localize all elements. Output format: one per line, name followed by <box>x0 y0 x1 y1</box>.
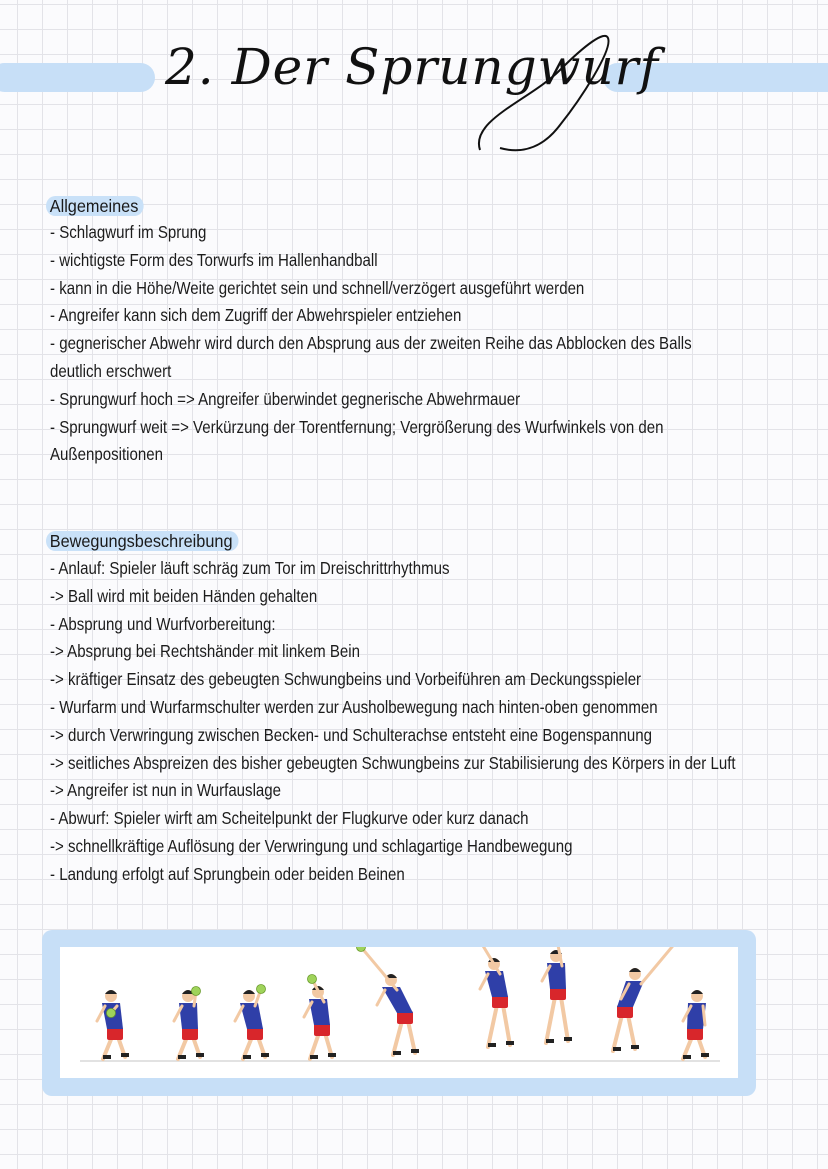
player-shoe <box>613 1047 621 1051</box>
title-highlight-left <box>0 63 155 92</box>
list-item: - wichtigste Form des Torwurfs im Hallenhandball <box>50 249 378 270</box>
player-shoe <box>243 1055 251 1059</box>
list-item: - gegnerischer Abwehr wird durch den Absprung aus der zweiten Reihe das Abblocken des Balls <box>50 333 692 354</box>
player-arm <box>361 947 397 990</box>
allgemeines-list <box>50 219 828 469</box>
player-arm <box>480 974 488 989</box>
player-phase-run-2 <box>174 987 204 1060</box>
list-item: - Absprung und Wurfvorbereitung: <box>50 613 276 634</box>
player-phase-jump-prep <box>357 947 420 1055</box>
handball <box>257 985 266 994</box>
list-item: - Abwurf: Spieler wirft am Scheitelpunkt der Flugkurve oder kurz danach <box>50 808 529 829</box>
player-leg <box>546 997 555 1043</box>
player-shoe <box>546 1039 554 1043</box>
player-phase-landing <box>683 990 709 1059</box>
list-item: Außenpositionen <box>50 444 163 465</box>
player-shoe <box>261 1053 269 1057</box>
list-item: - Schlagwurf im Sprung <box>50 222 207 242</box>
title-swash-decoration <box>330 30 620 160</box>
player-arm <box>641 947 697 984</box>
list-item: - Wurfarm und Wurfarmschulter werden zur Ausholbewegung nach hinten-oben genommen <box>50 696 658 717</box>
player-phase-run-1 <box>97 990 129 1059</box>
player-shoe <box>564 1037 572 1041</box>
list-item: deutlich erschwert <box>50 360 172 381</box>
player-shoe <box>393 1051 401 1055</box>
player-leg <box>628 1015 635 1049</box>
list-item: -> seitliches Abspreizen des bisher gebeugten Schwungbeins zur Stabilisierung des Körpers in der Luft <box>50 752 736 773</box>
list-item: - Sprungwurf hoch => Angreifer überwindet gegnerische Abwehrmauer <box>50 388 521 409</box>
player-phase-run-3 <box>235 985 269 1060</box>
list-item: - Sprungwurf weit => Verkürzung der Torentfernung; Vergrößerung des Wurfwinkels von den <box>50 416 664 437</box>
player-arm <box>304 1002 312 1017</box>
player-hair <box>629 968 641 972</box>
list-item: - Landung erfolgt auf Sprungbein oder beiden Beinen <box>50 863 405 884</box>
section-heading-allgemeines: Allgemeines <box>46 196 144 216</box>
player-shoe <box>196 1053 204 1057</box>
player-shoe <box>103 1055 111 1059</box>
list-item: -> Ball wird mit beiden Händen gehalten <box>50 585 318 606</box>
player-shoe <box>488 1043 496 1047</box>
list-item: -> kräftiger Einsatz des gebeugten Schwungbeins und Vorbeiführen am Deckungsspieler <box>50 669 642 690</box>
player-hair <box>105 990 117 994</box>
list-item: - Anlauf: Spieler läuft schräg zum Tor im Dreischrittrhythmus <box>50 558 450 578</box>
player-phase-take-off <box>304 975 336 1060</box>
player-shoe <box>310 1055 318 1059</box>
player-hair <box>243 990 255 994</box>
player-phase-wind-up <box>464 947 515 1047</box>
player-arm <box>377 990 385 1005</box>
list-item: -> durch Verwringung zwischen Becken- und Schulterachse entsteht eine Bogenspannung <box>50 724 652 745</box>
player-arm <box>235 1006 243 1021</box>
handball <box>308 975 317 984</box>
list-item: - kann in die Höhe/Weite gerichtet sein und schnell/verzögert ausgeführt werden <box>50 277 585 298</box>
player-shoe <box>631 1045 639 1049</box>
list-item: -> Angreifer ist nun in Wurfauslage <box>50 780 282 801</box>
player-shoe <box>506 1041 514 1045</box>
player-leg <box>408 1021 415 1053</box>
player-shoe <box>328 1053 336 1057</box>
bewegungsbeschreibung-list <box>50 555 828 889</box>
player-shoe <box>701 1053 709 1057</box>
player-leg <box>488 1005 497 1047</box>
list-item: - Angreifer kann sich dem Zugriff der Abwehrspieler entziehen <box>50 305 462 326</box>
list-item: -> Absprung bei Rechtshänder mit linkem Bein <box>50 641 360 662</box>
player-hair <box>691 990 703 994</box>
page-title: 2. Der Sprungwurf <box>165 38 660 96</box>
player-shoe <box>121 1053 129 1057</box>
player-leg <box>561 997 568 1041</box>
list-item: -> schnellkräftige Auflösung der Verwringung und schlagartige Handbewegung <box>50 835 573 856</box>
section-heading-bewegungsbeschreibung: Bewegungsbeschreibung <box>46 531 238 551</box>
player-arm <box>97 1006 105 1021</box>
player-leg <box>503 1005 510 1045</box>
handball <box>192 987 201 996</box>
player-shoe <box>411 1049 419 1053</box>
handball <box>107 1009 116 1018</box>
player-leg <box>613 1015 622 1051</box>
player-leg <box>393 1021 402 1055</box>
jump-throw-phase-sequence <box>60 947 738 1078</box>
player-shoe <box>683 1055 691 1059</box>
player-arm <box>703 1006 705 1025</box>
figure-panel <box>60 947 738 1078</box>
player-phase-apex <box>542 947 572 1043</box>
player-shoe <box>178 1055 186 1059</box>
